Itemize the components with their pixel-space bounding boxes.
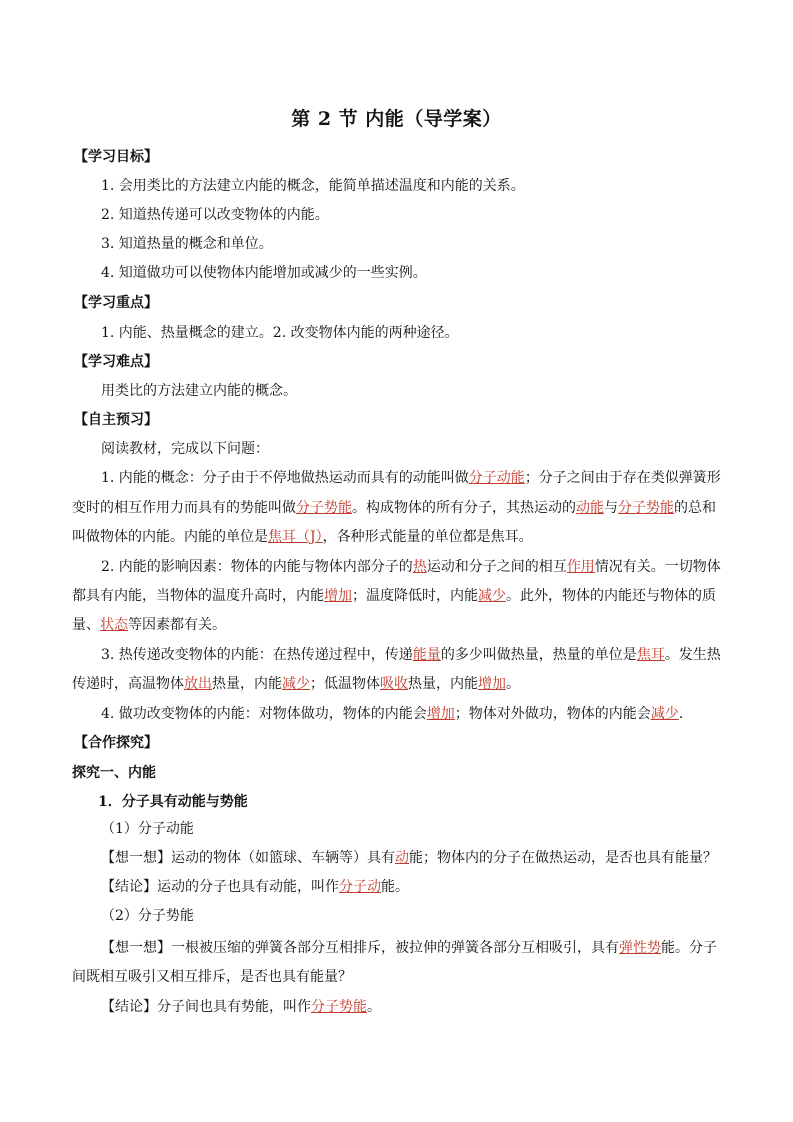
conclusion-tag: 【结论】 bbox=[101, 879, 157, 895]
answer-blank: 状态 bbox=[100, 617, 128, 633]
goal-item: 4. 知道做功可以使物体内能增加或减少的一些实例。 bbox=[101, 265, 427, 281]
preview-q4-line1 bbox=[101, 704, 793, 724]
conclusion-2 bbox=[101, 997, 793, 1017]
text-span: ；低温物体 bbox=[310, 676, 380, 692]
text-span: 都具有内能，当物体的温度升高时，内能 bbox=[72, 588, 324, 604]
key-points-heading: 【学习重点】 bbox=[74, 295, 158, 311]
answer-blank: 作用 bbox=[566, 559, 595, 575]
text-span: ；分子之间由于存在类似弹簧形 bbox=[524, 470, 721, 486]
answer-blank: 分子势能 bbox=[296, 500, 352, 516]
answer-blank: 分子动能 bbox=[468, 470, 525, 486]
answer-blank: 热 bbox=[412, 559, 427, 575]
text-span: 1. 内能的概念：分子由于不停地做热运动而具有的动能叫做 bbox=[101, 470, 469, 486]
text-span: 变时的相互作用力而具有的势能叫做 bbox=[72, 500, 296, 516]
preview-q2-line3 bbox=[72, 615, 793, 635]
preview-q3-line2 bbox=[72, 674, 793, 694]
preview-q1-line2 bbox=[72, 498, 793, 518]
answer-blank: 减少 bbox=[478, 588, 506, 604]
text-span: ；温度降低时，内能 bbox=[352, 588, 478, 604]
text-span: 。 bbox=[506, 676, 520, 692]
text-span: 4. 做功改变物体的内能：对物体做功，物体的内能会 bbox=[101, 706, 427, 722]
text-span: ，各种形式能量的单位都是焦耳。 bbox=[322, 529, 533, 545]
subsection-label: （2）分子势能 bbox=[101, 908, 194, 924]
text-span: 运动和分子之间的相互 bbox=[426, 559, 567, 575]
preview-intro: 阅读教材，完成以下问题： bbox=[101, 441, 269, 457]
text-span: 量、 bbox=[72, 617, 100, 633]
answer-blank: 焦耳 bbox=[636, 647, 665, 663]
text-span: 运动的物体（如篮球、车辆等）具有 bbox=[171, 850, 395, 866]
key-points-text: 1. 内能、热量概念的建立。2. 改变物体内能的两种途径。 bbox=[101, 325, 459, 341]
subsection-label: （1）分子动能 bbox=[101, 821, 194, 837]
text-span: 与 bbox=[604, 500, 618, 516]
answer-blank: 分子动 bbox=[339, 879, 381, 895]
think-prompt-2 bbox=[101, 938, 793, 958]
text-span: 运动的分子也具有动能，叫作 bbox=[157, 879, 339, 895]
text-span: 。 bbox=[367, 999, 381, 1015]
answer-blank: 减少 bbox=[650, 706, 679, 722]
preview-q2-line2 bbox=[72, 586, 793, 606]
answer-blank: 吸收 bbox=[380, 676, 408, 692]
text-span: 能。分子 bbox=[661, 940, 717, 956]
cooperate-heading: 【合作探究】 bbox=[74, 735, 158, 751]
answer-blank: 增加 bbox=[324, 588, 352, 604]
answer-blank: 放出 bbox=[184, 676, 212, 692]
answer-blank: 减少 bbox=[282, 676, 310, 692]
text-span: 传递时，高温物体 bbox=[72, 676, 184, 692]
think-tag: 【想一想】 bbox=[101, 940, 171, 956]
text-span: 3. 热传递改变物体的内能：在热传递过程中，传递 bbox=[101, 647, 413, 663]
think-prompt-2-line2: 间既相互吸引又相互排斥，是否也具有能量？ bbox=[72, 969, 352, 985]
answer-blank: 分子势能 bbox=[311, 999, 367, 1015]
text-span: 。此外，物体的内能还与物体的质 bbox=[506, 588, 716, 604]
text-span: 的总和 bbox=[674, 500, 716, 516]
text-span: 分子间也具有势能，叫作 bbox=[157, 999, 311, 1015]
text-span: 的多少叫做热量，热量的单位是 bbox=[440, 647, 637, 663]
answer-blank: 增加 bbox=[478, 676, 506, 692]
text-span: . bbox=[678, 706, 684, 722]
answer-blank: 动能 bbox=[576, 500, 604, 516]
text-span: ；物体对外做功，物体的内能会 bbox=[454, 706, 651, 722]
text-span: 一根被压缩的弹簧各部分互相排斥，被拉伸的弹簧各部分互相吸引，具有 bbox=[171, 940, 619, 956]
text-span: 情况有关。一切物体 bbox=[594, 559, 721, 575]
goal-item: 1. 会用类比的方法建立内能的概念，能简单描述温度和内能的关系。 bbox=[101, 178, 525, 194]
goal-item: 2. 知道热传递可以改变物体的内能。 bbox=[101, 207, 329, 223]
think-tag: 【想一想】 bbox=[101, 850, 171, 866]
text-span: 。构成物体的所有分子，其热运动的 bbox=[352, 500, 576, 516]
preview-q3-line1 bbox=[101, 645, 793, 665]
text-span: 热量，内能 bbox=[212, 676, 282, 692]
preview-q1-line1 bbox=[101, 468, 793, 488]
preview-q1-line3 bbox=[72, 527, 793, 547]
difficulties-text: 用类比的方法建立内能的概念。 bbox=[101, 383, 297, 399]
answer-blank: 弹性势 bbox=[619, 940, 661, 956]
text-span: 能；物体内的分子在做热运动，是否也具有能量？ bbox=[409, 850, 717, 866]
answer-blank: 增加 bbox=[426, 706, 455, 722]
answer-blank: 焦耳（J） bbox=[268, 529, 323, 545]
conclusion-tag: 【结论】 bbox=[101, 999, 157, 1015]
think-prompt-1 bbox=[101, 848, 793, 868]
answer-blank: 动 bbox=[395, 850, 409, 866]
text-span: 叫做物体的内能。内能的单位是 bbox=[72, 529, 268, 545]
explore-heading: 探究一、内能 bbox=[72, 765, 156, 781]
preview-heading: 【自主预习】 bbox=[74, 412, 158, 428]
text-span: 热量，内能 bbox=[408, 676, 478, 692]
answer-blank: 能量 bbox=[412, 647, 441, 663]
text-span: 等因素都有关。 bbox=[128, 617, 226, 633]
goal-item: 3. 知道热量的概念和单位。 bbox=[101, 236, 273, 252]
text-span: 2. 内能的影响因素：物体的内能与物体内部分子的 bbox=[101, 559, 413, 575]
conclusion-1 bbox=[101, 877, 793, 897]
text-span: 能。 bbox=[381, 879, 409, 895]
answer-blank: 分子势能 bbox=[618, 500, 674, 516]
subsection-title: 1．分子具有动能与势能 bbox=[98, 794, 248, 810]
preview-q2-line1 bbox=[101, 557, 793, 577]
difficulties-heading: 【学习难点】 bbox=[74, 354, 158, 370]
goals-heading: 【学习目标】 bbox=[74, 149, 158, 165]
page-title: 第 2 节 内能（导学案） bbox=[291, 108, 502, 130]
text-span: 。发生热 bbox=[664, 647, 721, 663]
